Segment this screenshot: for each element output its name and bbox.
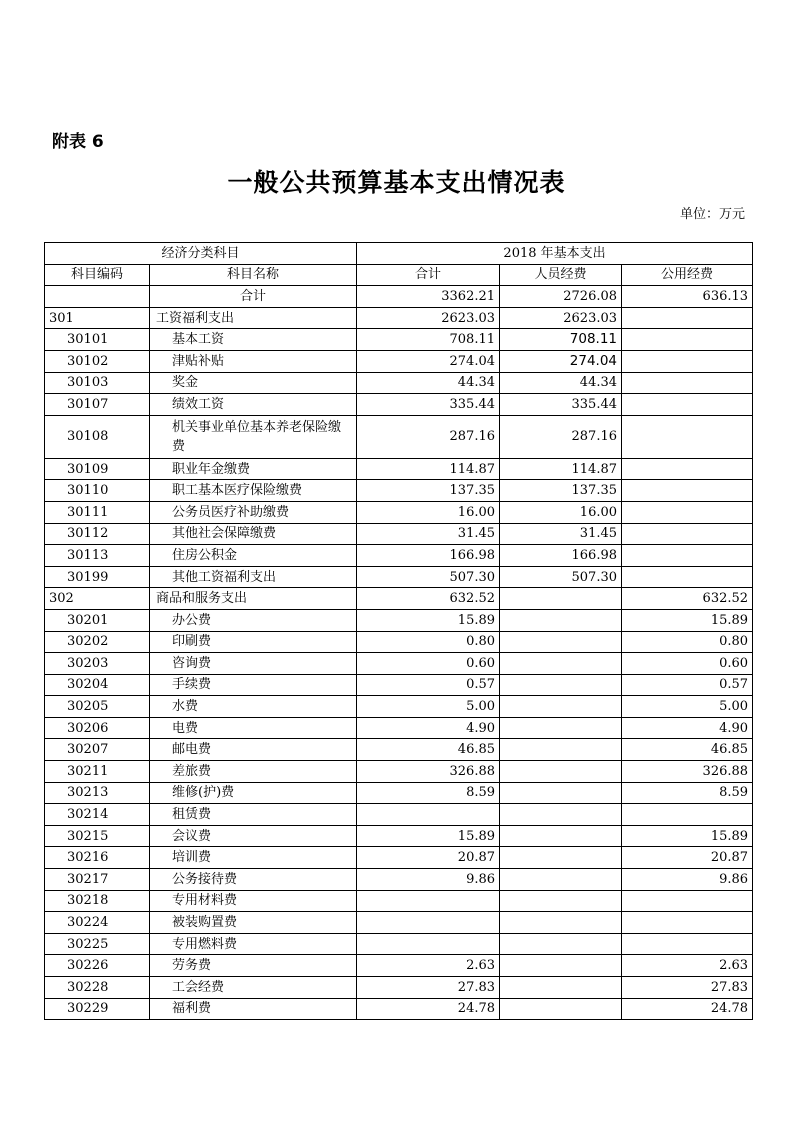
cell-public: 8.59 [622,782,753,804]
table-row [45,782,753,804]
cell-name: 被装购置费 [150,912,357,934]
cell-personnel [500,804,622,826]
cell-personnel: 44.34 [500,372,622,394]
cell-total: 632.52 [357,588,500,610]
cell-total: 5.00 [357,696,500,718]
cell-name: 工会经费 [150,977,357,999]
cell-public: 15.89 [622,825,753,847]
cell-name: 公务接待费 [150,869,357,891]
cell-name: 咨询费 [150,653,357,675]
cell-code: 30102 [45,350,150,372]
cell-public: 46.85 [622,739,753,761]
table-row [45,372,753,394]
table-row [45,394,753,416]
cell-public [622,307,753,329]
table-row [45,977,753,999]
table-row [45,501,753,523]
table-row [45,890,753,912]
cell-code: 30108 [45,415,150,458]
cell-code: 30111 [45,501,150,523]
table-row [45,588,753,610]
cell-total [357,804,500,826]
cell-total: 44.34 [357,372,500,394]
cell-personnel: 708.11 [500,329,622,351]
cell-name: 差旅费 [150,761,357,783]
table-row [45,847,753,869]
cell-public: 2.63 [622,955,753,977]
cell-name: 其他社会保障缴费 [150,523,357,545]
cell-personnel: 31.45 [500,523,622,545]
cell-public [622,329,753,351]
cell-name: 专用材料费 [150,890,357,912]
header-name: 科目名称 [150,264,357,286]
cell-personnel [500,631,622,653]
cell-public: 636.13 [622,286,753,308]
header-public: 公用经费 [622,264,753,286]
cell-personnel [500,912,622,934]
cell-code: 30214 [45,804,150,826]
cell-name: 租赁费 [150,804,357,826]
table-row [45,307,753,329]
cell-total: 9.86 [357,869,500,891]
table-row [45,480,753,502]
cell-total: 4.90 [357,717,500,739]
header-group-row [45,243,753,265]
cell-code: 30218 [45,890,150,912]
table-row [45,717,753,739]
cell-public [622,501,753,523]
cell-name: 公务员医疗补助缴费 [150,501,357,523]
cell-public [622,350,753,372]
cell-name: 住房公积金 [150,545,357,567]
table-row [45,761,753,783]
cell-personnel [500,933,622,955]
header-column-row [45,264,753,286]
cell-name: 机关事业单位基本养老保险缴费 [150,415,357,458]
cell-name: 办公费 [150,609,357,631]
header-basic-expenditure: 2018 年基本支出 [357,243,753,265]
cell-name: 会议费 [150,825,357,847]
cell-personnel [500,653,622,675]
cell-name: 水费 [150,696,357,718]
cell-public [622,394,753,416]
cell-code: 30109 [45,458,150,480]
cell-name: 手续费 [150,674,357,696]
cell-name: 福利费 [150,998,357,1020]
cell-personnel [500,696,622,718]
table-row [45,674,753,696]
budget-table [44,242,753,1020]
cell-code: 30205 [45,696,150,718]
cell-personnel: 335.44 [500,394,622,416]
cell-public [622,458,753,480]
header-personnel: 人员经费 [500,264,622,286]
cell-total: 326.88 [357,761,500,783]
cell-total: 2623.03 [357,307,500,329]
cell-public: 20.87 [622,847,753,869]
cell-name: 职工基本医疗保险缴费 [150,480,357,502]
cell-code [45,286,150,308]
cell-personnel [500,674,622,696]
table-row [45,329,753,351]
cell-name: 其他工资福利支出 [150,566,357,588]
cell-public: 0.80 [622,631,753,653]
cell-public [622,804,753,826]
table-row [45,955,753,977]
cell-code: 30213 [45,782,150,804]
cell-total: 0.60 [357,653,500,675]
cell-code: 30226 [45,955,150,977]
table-row [45,696,753,718]
cell-public: 632.52 [622,588,753,610]
table-row [45,933,753,955]
table-row [45,545,753,567]
page-title: 一般公共预算基本支出情况表 [227,168,566,197]
cell-code: 30217 [45,869,150,891]
cell-public [622,523,753,545]
cell-public: 27.83 [622,977,753,999]
cell-name: 绩效工资 [150,394,357,416]
cell-name: 电费 [150,717,357,739]
cell-code: 30207 [45,739,150,761]
cell-name: 培训费 [150,847,357,869]
cell-code: 30211 [45,761,150,783]
cell-code: 302 [45,588,150,610]
cell-name: 专用燃料费 [150,933,357,955]
table-row [45,286,753,308]
cell-total [357,890,500,912]
cell-total: 335.44 [357,394,500,416]
cell-total: 15.89 [357,609,500,631]
cell-total: 0.57 [357,674,500,696]
cell-name: 职业年金缴费 [150,458,357,480]
cell-total: 8.59 [357,782,500,804]
cell-code: 30225 [45,933,150,955]
cell-name: 邮电费 [150,739,357,761]
cell-total: 708.11 [357,329,500,351]
table-row [45,350,753,372]
cell-code: 30206 [45,717,150,739]
cell-code: 30199 [45,566,150,588]
cell-personnel: 2623.03 [500,307,622,329]
cell-personnel [500,847,622,869]
cell-personnel [500,955,622,977]
cell-name: 奖金 [150,372,357,394]
cell-total [357,912,500,934]
cell-total [357,933,500,955]
cell-public: 15.89 [622,609,753,631]
cell-name: 合计 [150,286,357,308]
cell-personnel [500,782,622,804]
cell-public: 0.60 [622,653,753,675]
table-row [45,609,753,631]
header-economic-category: 经济分类科目 [45,243,357,265]
table-row [45,566,753,588]
cell-personnel: 16.00 [500,501,622,523]
cell-personnel: 114.87 [500,458,622,480]
cell-name: 维修(护)费 [150,782,357,804]
cell-personnel: 507.30 [500,566,622,588]
cell-public [622,912,753,934]
cell-public [622,890,753,912]
cell-public [622,415,753,458]
cell-code: 30215 [45,825,150,847]
cell-personnel: 166.98 [500,545,622,567]
cell-total: 3362.21 [357,286,500,308]
cell-personnel: 287.16 [500,415,622,458]
cell-total: 31.45 [357,523,500,545]
cell-public [622,566,753,588]
cell-total: 20.87 [357,847,500,869]
cell-code: 30107 [45,394,150,416]
cell-public: 4.90 [622,717,753,739]
cell-personnel [500,761,622,783]
cell-code: 30216 [45,847,150,869]
table-row [45,912,753,934]
cell-code: 30113 [45,545,150,567]
cell-personnel: 274.04 [500,350,622,372]
cell-public: 326.88 [622,761,753,783]
cell-personnel [500,869,622,891]
cell-total: 15.89 [357,825,500,847]
table-row [45,804,753,826]
cell-total: 46.85 [357,739,500,761]
cell-code: 30202 [45,631,150,653]
cell-total: 114.87 [357,458,500,480]
cell-name: 津贴补贴 [150,350,357,372]
cell-personnel: 2726.08 [500,286,622,308]
cell-total: 507.30 [357,566,500,588]
cell-total: 166.98 [357,545,500,567]
cell-code: 30112 [45,523,150,545]
table-row [45,739,753,761]
cell-code: 30103 [45,372,150,394]
appendix-label: 附表 6 [52,132,104,152]
cell-personnel [500,717,622,739]
cell-personnel [500,609,622,631]
cell-code: 30201 [45,609,150,631]
cell-public [622,933,753,955]
cell-public: 24.78 [622,998,753,1020]
unit-label: 单位：万元 [679,207,745,222]
table-row [45,825,753,847]
cell-public [622,480,753,502]
cell-total: 2.63 [357,955,500,977]
cell-personnel [500,890,622,912]
cell-personnel [500,588,622,610]
table-row [45,998,753,1020]
cell-total: 27.83 [357,977,500,999]
cell-name: 工资福利支出 [150,307,357,329]
cell-total: 137.35 [357,480,500,502]
cell-public [622,372,753,394]
cell-name: 劳务费 [150,955,357,977]
cell-total: 287.16 [357,415,500,458]
cell-public [622,545,753,567]
cell-code: 301 [45,307,150,329]
cell-public: 0.57 [622,674,753,696]
table-row [45,653,753,675]
table-row [45,415,753,458]
cell-public: 5.00 [622,696,753,718]
cell-code: 30229 [45,998,150,1020]
cell-total: 274.04 [357,350,500,372]
cell-personnel [500,739,622,761]
table-row [45,631,753,653]
header-code: 科目编码 [45,264,150,286]
cell-name: 商品和服务支出 [150,588,357,610]
cell-total: 16.00 [357,501,500,523]
cell-personnel [500,977,622,999]
cell-name: 印刷费 [150,631,357,653]
cell-name: 基本工资 [150,329,357,351]
header-total: 合计 [357,264,500,286]
cell-total: 24.78 [357,998,500,1020]
cell-code: 30224 [45,912,150,934]
cell-total: 0.80 [357,631,500,653]
cell-code: 30203 [45,653,150,675]
cell-code: 30204 [45,674,150,696]
table-row [45,869,753,891]
table-row [45,523,753,545]
table-row [45,458,753,480]
cell-code: 30228 [45,977,150,999]
cell-personnel [500,998,622,1020]
cell-code: 30101 [45,329,150,351]
cell-code: 30110 [45,480,150,502]
cell-public: 9.86 [622,869,753,891]
cell-personnel: 137.35 [500,480,622,502]
cell-personnel [500,825,622,847]
table-body [45,286,753,1020]
